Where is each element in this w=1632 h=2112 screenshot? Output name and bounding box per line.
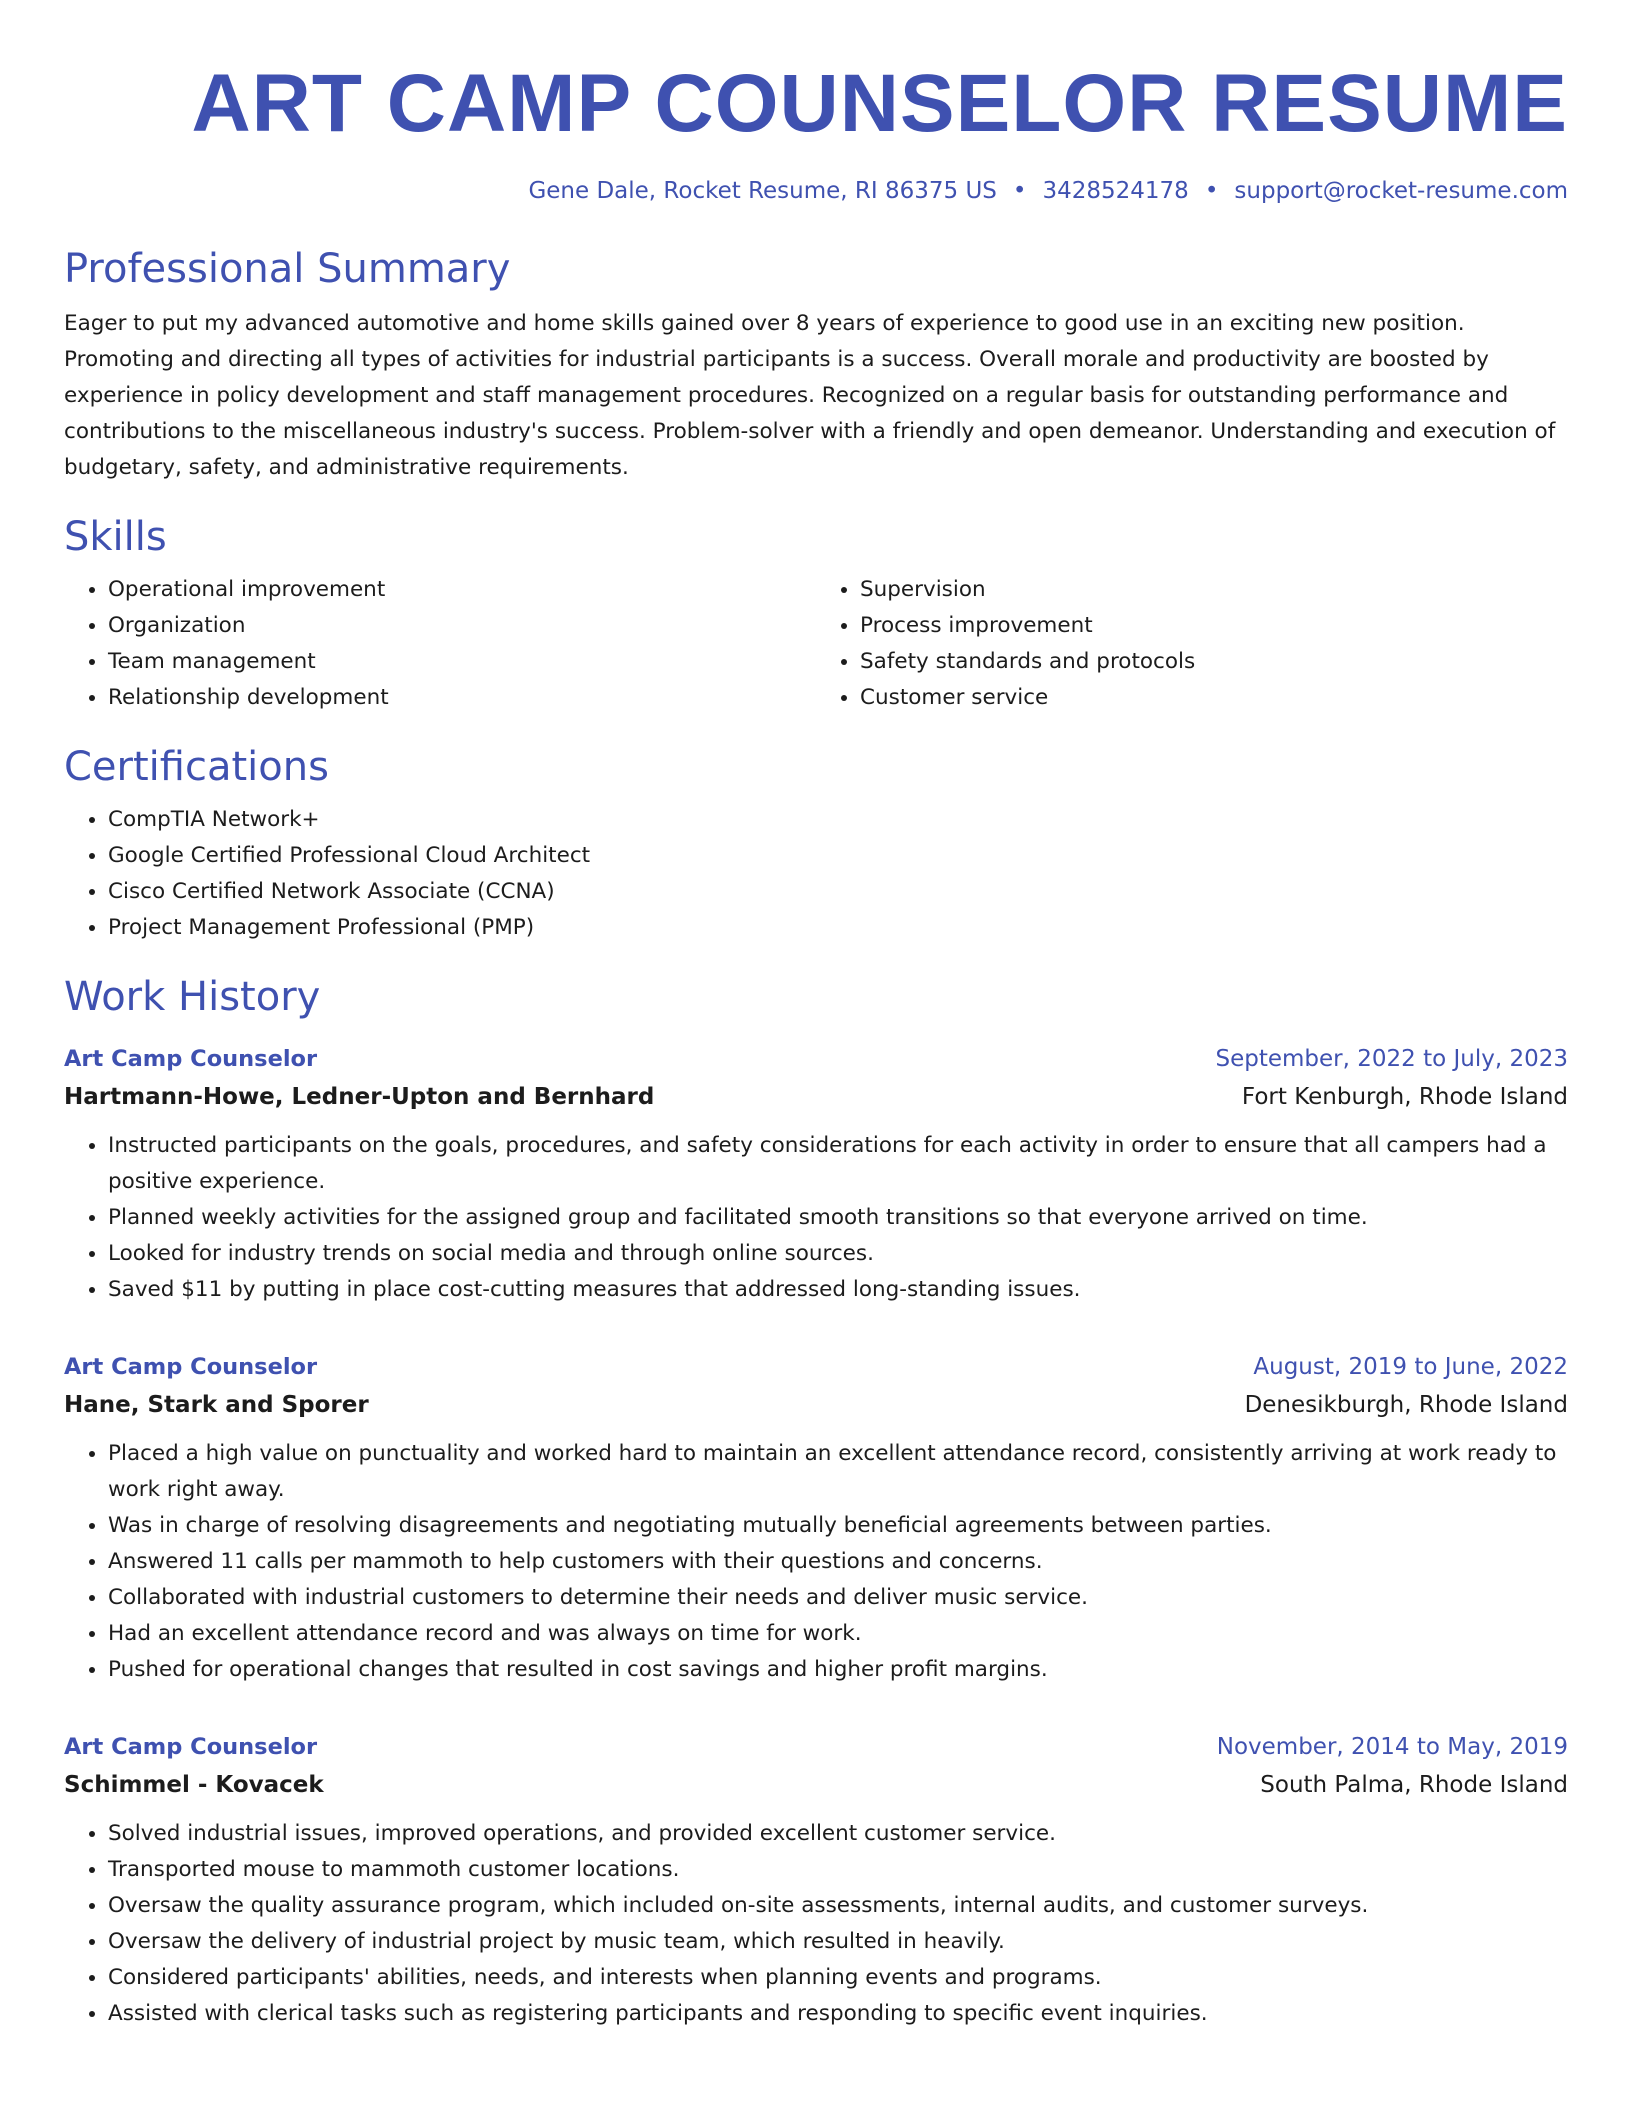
skills-heading: Skills xyxy=(64,514,167,560)
skill-item: • Process improvement xyxy=(860,608,1568,644)
job-title: Art Camp Counselor xyxy=(64,1734,318,1760)
job-dates: August, 2019 to June, 2022 xyxy=(1253,1354,1568,1380)
job-bullets xyxy=(64,1816,1568,2032)
job-location: South Palma, Rhode Island xyxy=(1260,1772,1568,1798)
contact-line xyxy=(64,176,1568,206)
skill-item: • Organization xyxy=(108,608,816,644)
job-bullet: • Oversaw the delivery of industrial project by music team, which resulted in heavily. xyxy=(108,1924,1568,1960)
summary-text: Eager to put my advanced automotive and home skills gained over 8 years of experience to good use in an exciting new position. Promoting and directing all types of activities for industrial participants is a success. Overall morale and productivity are boosted by experience in policy development and staff management procedures. Recognized on a regular basis for outstanding performance and contributions to the miscellaneous industry's success. Problem-solver with a friendly and open demeanor. Understanding and execution of budgetary, safety, and administrative requirements. xyxy=(64,311,1556,480)
skill-item: • Safety standards and protocols xyxy=(860,644,1568,680)
job-title-row xyxy=(64,1040,1568,1078)
job-location: Fort Kenburgh, Rhode Island xyxy=(1241,1084,1568,1110)
job-bullet: • Placed a high value on punctuality and worked hard to maintain an excellent attendance record, consistently arriving at work ready to work right away. xyxy=(108,1436,1568,1508)
skills-right-list xyxy=(816,572,1568,716)
work-history-heading: Work History xyxy=(64,974,321,1020)
job-bullets xyxy=(64,1128,1568,1308)
job-location: Denesikburgh, Rhode Island xyxy=(1244,1392,1568,1418)
certifications-list xyxy=(64,802,1568,946)
contact-separator: • xyxy=(1204,178,1219,204)
job-bullet: • Solved industrial issues, improved operations, and provided excellent customer service. xyxy=(108,1816,1568,1852)
certification-item: • Cisco Certified Network Associate (CCNA) xyxy=(108,874,1568,910)
job-bullet: • Was in charge of resolving disagreements and negotiating mutually beneficial agreements between parties. xyxy=(108,1508,1568,1544)
skills-left-list xyxy=(64,572,816,716)
contact-address: Gene Dale, Rocket Resume, RI 86375 US xyxy=(528,178,997,204)
job-title-row xyxy=(64,1348,1568,1386)
job-bullet: • Considered participants' abilities, needs, and interests when planning events and programs. xyxy=(108,1960,1568,1996)
job-bullet: • Had an excellent attendance record and was always on time for work. xyxy=(108,1616,1568,1652)
job-bullet: • Pushed for operational changes that resulted in cost savings and higher profit margins. xyxy=(108,1652,1568,1688)
job-bullet: • Collaborated with industrial customers to determine their needs and deliver music service. xyxy=(108,1580,1568,1616)
certification-item: • Project Management Professional (PMP) xyxy=(108,910,1568,946)
job-dates: September, 2022 to July, 2023 xyxy=(1215,1046,1568,1072)
resume-title: ART CAMP COUNSELOR RESUME xyxy=(191,58,1568,149)
job-entry xyxy=(64,1040,1568,1308)
job-bullets xyxy=(64,1436,1568,1688)
job-company: Schimmel - Kovacek xyxy=(64,1772,324,1798)
job-company: Hartmann-Howe, Ledner-Upton and Bernhard xyxy=(64,1084,655,1110)
skills-columns xyxy=(64,572,1568,716)
job-title: Art Camp Counselor xyxy=(64,1046,318,1072)
job-company-row xyxy=(64,1386,1568,1424)
job-bullet: • Planned weekly activities for the assigned group and facilitated smooth transitions so that everyone arrived on time. xyxy=(108,1200,1568,1236)
contact-email[interactable]: support@rocket-resume.com xyxy=(1234,178,1568,204)
job-title: Art Camp Counselor xyxy=(64,1354,318,1380)
skill-item: • Operational improvement xyxy=(108,572,816,608)
skill-item: • Customer service xyxy=(860,680,1568,716)
job-bullet: • Instructed participants on the goals, procedures, and safety considerations for each activity in order to ensure that all campers had a positive experience. xyxy=(108,1128,1568,1200)
resume-header xyxy=(64,0,1568,206)
contact-phone: 3428524178 xyxy=(1042,178,1189,204)
summary-heading: Professional Summary xyxy=(64,246,511,292)
job-bullet: • Answered 11 calls per mammoth to help customers with their questions and concerns. xyxy=(108,1544,1568,1580)
job-entry xyxy=(64,1348,1568,1688)
job-bullet: • Assisted with clerical tasks such as registering participants and responding to specific event inquiries. xyxy=(108,1996,1568,2032)
job-title-row xyxy=(64,1728,1568,1766)
job-bullet: • Oversaw the quality assurance program, which included on-site assessments, internal audits, and customer surveys. xyxy=(108,1888,1568,1924)
contact-separator: • xyxy=(1012,178,1027,204)
job-company: Hane, Stark and Sporer xyxy=(64,1392,369,1418)
skill-item: • Supervision xyxy=(860,572,1568,608)
job-bullet: • Transported mouse to mammoth customer locations. xyxy=(108,1852,1568,1888)
job-company-row xyxy=(64,1078,1568,1116)
certification-item: • Google Certified Professional Cloud Architect xyxy=(108,838,1568,874)
certifications-heading: Certifications xyxy=(64,744,329,790)
job-bullet: • Saved $11 by putting in place cost-cutting measures that addressed long-standing issues. xyxy=(108,1272,1568,1308)
skill-item: • Relationship development xyxy=(108,680,816,716)
job-company-row xyxy=(64,1766,1568,1804)
job-bullet: • Looked for industry trends on social media and through online sources. xyxy=(108,1236,1568,1272)
certification-item: • CompTIA Network+ xyxy=(108,802,1568,838)
skill-item: • Team management xyxy=(108,644,816,680)
job-entry xyxy=(64,1728,1568,2032)
job-dates: November, 2014 to May, 2019 xyxy=(1216,1734,1568,1760)
